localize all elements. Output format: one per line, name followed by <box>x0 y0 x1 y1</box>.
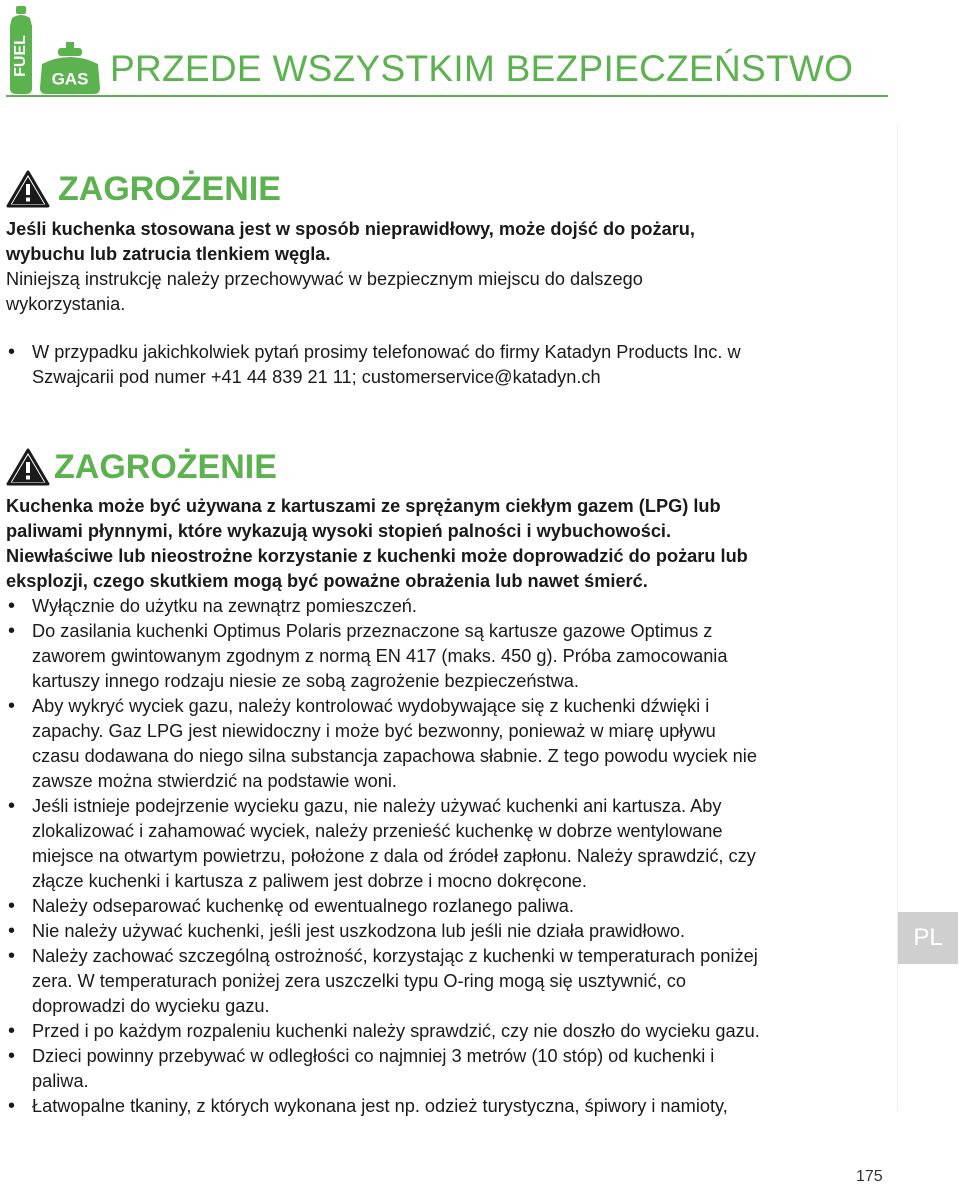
bullet-item <box>6 944 886 1019</box>
warning-text-line: Jeśli kuchenka stosowana jest w sposób nieprawidłowy, może dojść do pożaru, <box>6 219 695 239</box>
bullet-line: miejsce na otwartym powietrzu, położone z dala od źródeł zapłonu. Należy sprawdzić, czy <box>32 846 756 866</box>
bullet-line: • Wyłącznie do użytku na zewnątrz pomieszczeń. <box>32 596 417 616</box>
warning-text-line: paliwami płynnymi, które wykazują wysoki stopień palności i wybuchowości. <box>6 521 672 541</box>
bullet-line: • Łatwopalne tkaniny, z których wykonana jest np. odzież turystyczna, śpiwory i namioty, <box>32 1096 728 1116</box>
section-1-body <box>6 217 886 390</box>
bullet-line: zera. W temperaturach poniżej zera uszczelki typu O-ring mogą się usztywnić, co <box>32 971 686 991</box>
bullet-line: zlokalizować i zahamować wyciek, należy przenieść kuchenkę w dobrze wentylowane <box>32 821 723 841</box>
warning-title: ZAGROŻENIE <box>54 448 277 486</box>
bullet-item <box>6 894 886 919</box>
bullet-item <box>6 1094 886 1119</box>
bullet-item <box>6 1019 886 1044</box>
bullet-item <box>6 1044 886 1094</box>
bullet-list <box>6 340 886 390</box>
bullet-item <box>6 594 886 619</box>
bullet-line: Szwajcarii pod numer +41 44 839 21 11; customerservice@katadyn.ch <box>32 367 601 387</box>
bullet-line: zaworem gwintowanym zgodnym z normą EN 417 (maks. 450 g). Próba zamocowania <box>32 646 728 666</box>
fuel-icon-label: FUEL <box>12 35 30 77</box>
bullet-line: złącze kuchenki i kartusza z paliwem jest dobrze i mocno dokręcone. <box>32 871 587 891</box>
page-number: 175 <box>856 1168 883 1185</box>
bullet-line: • Nie należy używać kuchenki, jeśli jest uszkodzona lub jeśli nie działa prawidłowo. <box>32 921 686 941</box>
bullet-line: • Jeśli istnieje podejrzenie wycieku gazu, nie należy używać kuchenki ani kartusza. Aby <box>32 796 722 816</box>
bullet-line: czasu dodawana do niego silna substancja zapachowa słabnie. Z tego powodu wyciek nie <box>32 746 757 766</box>
bullet-line: • Przed i po każdym rozpaleniu kuchenki należy sprawdzić, czy nie doszło do wycieku gazu. <box>32 1021 760 1041</box>
language-tab: PL <box>898 912 958 964</box>
section-2-body <box>6 494 886 1119</box>
bullet-line: doprowadzi do wycieku gazu. <box>32 996 270 1016</box>
bullet-line: zapachy. Gaz LPG jest niewidoczny i może być bezwonny, ponieważ w miarę upływu <box>32 721 716 741</box>
bullet-line: kartuszy innego rodzaju niesie ze sobą zagrożenie bezpieczeństwa. <box>32 671 579 691</box>
title-underline <box>6 95 888 97</box>
body-text-line: Niniejszą instrukcję należy przechowywać w bezpiecznym miejscu do dalszego <box>6 269 643 289</box>
warning-text-line: eksplozji, czego skutkiem mogą być poważne obrażenia lub nawet śmierć. <box>6 571 648 591</box>
warning-text-line: Niewłaściwe lub nieostrożne korzystanie z kuchenki może doprowadzić do pożaru lub <box>6 546 748 566</box>
warning-title: ZAGROŻENIE <box>58 170 281 208</box>
bullet-item <box>6 794 886 894</box>
bullet-item <box>6 619 886 694</box>
bullet-item <box>6 340 886 390</box>
warning-heading-2 <box>6 448 277 486</box>
bullet-list <box>6 594 886 1119</box>
warning-triangle-icon <box>6 170 50 208</box>
bullet-line: zawsze można stwierdzić na podstawie woni. <box>32 771 397 791</box>
bullet-line: • W przypadku jakichkolwiek pytań prosimy telefonować do firmy Katadyn Products Inc. w <box>32 342 741 362</box>
bullet-line: • Dzieci powinny przebywać w odległości co najmniej 3 metrów (10 stóp) od kuchenki i <box>32 1046 715 1066</box>
body-text-line: wykorzystania. <box>6 294 126 314</box>
bullet-item <box>6 694 886 794</box>
bullet-line: • Należy zachować szczególną ostrożność, korzystając z kuchenki w temperaturach poniżej <box>32 946 758 966</box>
bullet-line: • Do zasilania kuchenki Optimus Polaris przeznaczone są kartusze gazowe Optimus z <box>32 621 713 641</box>
bullet-item <box>6 919 886 944</box>
page-title: PRZEDE WSZYSTKIM BEZPIECZEŃSTWO <box>110 48 854 89</box>
gas-canister-icon <box>38 42 102 94</box>
fuel-bottle-icon <box>6 6 36 94</box>
bullet-line: • Należy odseparować kuchenkę od ewentualnego rozlanego paliwa. <box>32 896 574 916</box>
warning-text-line: Kuchenka może być używana z kartuszami ze sprężanym ciekłym gazem (LPG) lub <box>6 496 721 516</box>
warning-text-line: wybuchu lub zatrucia tlenkiem węgla. <box>6 244 331 264</box>
bullet-line: paliwa. <box>32 1071 89 1091</box>
page-header <box>0 0 960 100</box>
gas-icon-label: GAS <box>51 69 89 89</box>
bullet-line: • Aby wykryć wyciek gazu, należy kontrolować wydobywające się z kuchenki dźwięki i <box>32 696 710 716</box>
warning-triangle-icon <box>6 448 50 486</box>
warning-heading-1 <box>6 170 281 208</box>
